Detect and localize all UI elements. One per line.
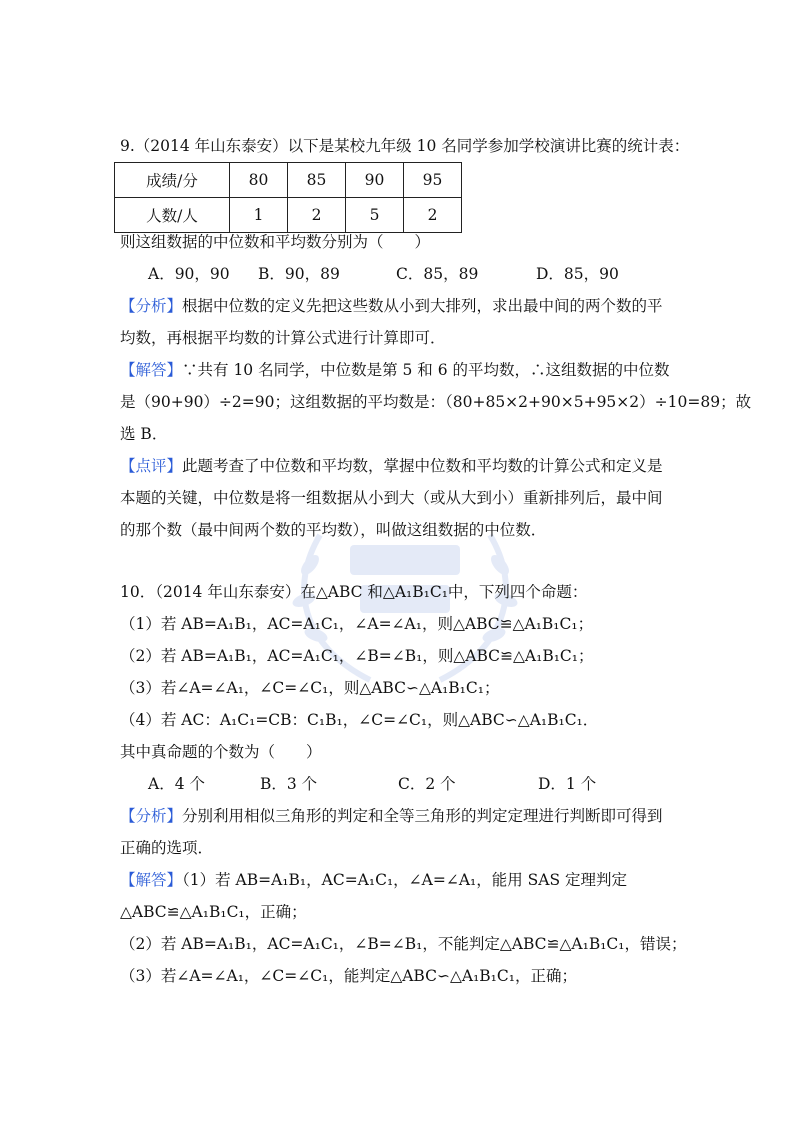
table-row [115,198,462,233]
proposition: （3）若∠A=∠A₁，∠C=∠C₁，则△ABC∽△A₁B₁C₁； [120,679,500,697]
analysis-text: 分别利用相似三角形的判定和全等三角形的判定定理进行判断即可得到 [182,807,663,825]
table-cell: 2 [404,198,462,233]
q9-stem: 9.（2014 年山东泰安）以下是某校九年级 10 名同学参加学校演讲比赛的统计表： [120,137,690,155]
q9-comment-line [120,456,663,476]
solution-text: 选 B． [120,425,168,443]
table-cell: 80 [230,163,288,198]
table-row [115,163,462,198]
option-b: B．3 个 [260,775,318,793]
option-c: C．85，89 [396,265,479,283]
solution-text: 是（90+90）÷2=90；这组数据的平均数是：（80+85×2+90×5+95×2）÷10=89；故 [120,393,752,411]
proposition: （4）若 AC：A₁C₁=CB：C₁B₁，∠C=∠C₁，则△ABC∽△A₁B₁C₁． [120,711,599,729]
option-c: C．2 个 [398,775,456,793]
proposition: （1）若 AB=A₁B₁，AC=A₁C₁，∠A=∠A₁，则△ABC≌△A₁B₁C₁； [120,615,594,633]
solution-tag: 【解答】 [120,871,183,889]
option-d: D．85，90 [536,265,619,283]
option-a: A．90，90 [148,265,230,283]
proposition: （2）若 AB=A₁B₁，AC=A₁C₁，∠B=∠B₁，则△ABC≌△A₁B₁C₁； [120,647,594,665]
table-cell: 1 [230,198,288,233]
q10-options [148,774,596,794]
table-cell: 成绩/分 [115,163,230,198]
q10-analysis-line [120,806,663,826]
q10-question: 其中真命题的个数为（ ） [120,743,322,761]
comment-text: 此题考查了中位数和平均数，掌握中位数和平均数的计算公式和定义是 [182,457,663,475]
analysis-text: 正确的选项． [120,839,214,857]
solution-text: △ABC≌△A₁B₁C₁，正确； [120,903,307,921]
solution-tag: 【解答】 [120,361,183,379]
q10-stem: 10．（2014 年山东泰安）在△ABC 和△A₁B₁C₁中，下列四个命题： [120,583,588,601]
option-d: D．1 个 [538,775,597,793]
table-cell: 5 [346,198,404,233]
q10-solution-line [120,870,627,890]
table-cell: 90 [346,163,404,198]
table-cell: 2 [288,198,346,233]
q9-solution-line [120,360,670,380]
analysis-text: 均数，再根据平均数的计算公式进行计算即可． [120,329,446,347]
option-a: A．4 个 [148,775,205,793]
q9-analysis-line [120,296,663,316]
table-cell: 人数/人 [115,198,230,233]
table-cell: 95 [404,163,462,198]
analysis-tag: 【分析】 [120,297,183,315]
score-table [114,162,462,233]
q9-options [148,264,619,284]
table-cell: 85 [288,163,346,198]
solution-text: （3）若∠A=∠A₁，∠C=∠C₁，能判定△ABC∽△A₁B₁C₁，正确； [120,967,577,985]
solution-text: （1）若 AB=A₁B₁，AC=A₁C₁，∠A=∠A₁，能用 SAS 定理判定 [182,871,628,889]
q9-question: 则这组数据的中位数和平均数分别为（ ） [120,233,431,251]
comment-text: 的那个数（最中间两个数的平均数），叫做这组数据的中位数． [120,521,547,539]
analysis-tag: 【分析】 [120,807,183,825]
comment-tag: 【点评】 [120,457,183,475]
solution-text: （2）若 AB=A₁B₁，AC=A₁C₁，∠B=∠B₁，不能判定△ABC≌△A₁B₁C₁，错误； [120,935,687,953]
analysis-text: 根据中位数的定义先把这些数从小到大排列，求出最中间的两个数的平 [182,297,663,315]
comment-text: 本题的关键，中位数是将一组数据从小到大（或从大到小）重新排列后，最中间 [120,489,663,507]
solution-text: ∵共有 10 名同学，中位数是第 5 和 6 的平均数，∴这组数据的中位数 [182,361,670,379]
option-b: B．90，89 [258,265,340,283]
